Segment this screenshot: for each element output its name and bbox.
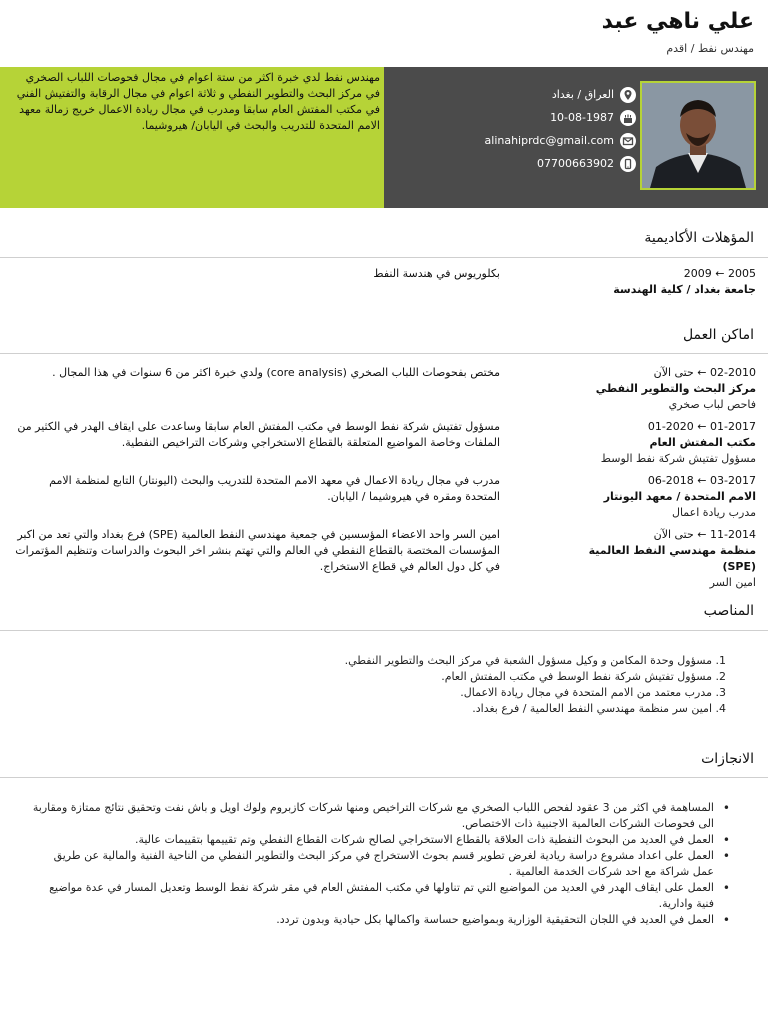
profile-band [0,67,768,208]
contact-panel [384,67,768,208]
location-pin-icon [620,87,636,103]
achievements-list [32,800,732,928]
education-entry [566,266,756,298]
contact-birthdate [396,106,636,129]
about-panel [0,67,384,208]
phone-text[interactable]: 07700663902 [537,157,614,170]
list-item: 1. مسؤول وحدة المكامن و وكيل مسؤول الشعبة في مركز البحث والتطوير النفطي. [344,654,726,667]
entry-organization: مركز البحث والتطوير النفطي [595,382,756,395]
entry-description: امين السر واحد الاعضاء المؤسسين في جمعية مهندسي النفط العالمية (SPE) فرع بغداد والتي تعد من اكبر المؤسسات المختصة بالقطاع النفطي في العالم والتي تهتم بنشر اخر البحوث والدراسات وتنظيم المؤتمرات في كل دول العالم في قطاع الاستخراج. [15,528,500,573]
entry-description: مدرب في مجال ريادة الاعمال في معهد الامم المتحدة للتدريب والبحث (اليونتار) التابع لمنظمة الامم المتحدة ومقره في هيروشيما / اليابان. [49,474,500,503]
list-item: • العمل في العديد من البحوث النفطية ذات العلاقة بالقطاع الاستخراجي لصالح شركات القطاع النفطي وتم تقييمها بتقييمات عالية. [32,832,732,848]
work-entry [566,473,756,521]
entry-organization: الامم المتحدة / معهد اليونتار [603,490,756,503]
work-heading: اماكن العمل [682,327,754,343]
achievements-divider [0,777,768,778]
entry-position: مدرب ريادة اعمال [671,506,756,519]
education-heading: المؤهلات الأكاديمية [644,230,754,246]
entry-description: مختص بفحوصات اللباب الصخري (core analysis) ولدي خبرة اكثر من 6 سنوات في هذا المجال . [52,366,500,379]
entry-position: فاحص لباب صخري [668,398,756,411]
positions-heading: المناصب [703,603,754,619]
positions-divider [0,630,768,631]
about-summary: مهندس نفط لدي خبرة اكثر من ستة اعوام في مجال فحوصات اللباب الصخري في مركز البحث والتطوير النفطي و ثلاثة اعوام في مجال الرقابة والتفتيش الفني في مكتب المفتش العام سابقا ومدرب في مجال ريادة الاعمال خريج زمالة معهد الامم المتحدة للتدريب والبحث في اليابان/ هيروشيما. [16,71,380,132]
birthdate-text: 10-08-1987 [550,111,614,124]
email-text[interactable]: alinahiprdc@gmail.com [484,134,614,147]
list-item: • العمل على اعداد مشروع دراسة ريادية لغرض تطوير قسم بحوث الاستخراج في مركز البحث والتطوير النفطي من الناحية الفنية والمالية عن طريق عمل شراكة مع احد شركات الخدمة العالمية . [32,848,732,880]
entry-organization: منظمة مهندسي النفط العالمية (SPE) [588,544,756,573]
entry-dates: 11-2014 ← حتى الآن [653,528,756,541]
entry-position: امين السر [709,576,756,589]
resume-header [602,8,754,55]
work-entry [566,419,756,467]
birthday-cake-icon [620,110,636,126]
list-item: 3. مدرب معتمد من الامم المتحدة في مجال ريادة الاعمال. [460,686,726,699]
list-item: • العمل على ايقاف الهدر في العديد من المواضيع التي تم تناولها في مكتب المفتش العام في مقر شركة نفط الوسط وتعديل المسار في عدة مواضيع فنية وادارية. [32,880,732,912]
entry-organization: جامعة بغداد / كلية الهندسة [613,283,756,296]
achievements-heading: الانجازات [701,751,754,767]
entry-dates: 03-2017 ← 06-2018 [647,474,756,487]
contact-list [396,83,636,175]
email-icon [620,133,636,149]
list-item: 4. امين سر منظمة مهندسي النفط العالمية / فرع بغداد. [472,702,726,715]
work-divider [0,353,768,354]
list-item: 2. مسؤول تفتيش شركة نفط الوسط في مكتب المفتش العام. [441,670,726,683]
location-text: العراق / بغداد [551,88,614,101]
list-item: • المساهمة في اكثر من 3 عقود لفحص اللباب الصخري مع شركات التراخيص ومنها شركات كازبروم ولوك اويل و باش نفت وتحقيق نتائج ممتازة ومقاربة الى فحوصات الشركات العالمية الاجنبية ذات الاختصاص. [32,800,732,832]
contact-phone [396,152,636,175]
entry-dates: 02-2010 ← حتى الآن [653,366,756,379]
work-entry [566,365,756,413]
person-portrait-icon [642,83,754,188]
phone-icon [620,156,636,172]
entry-dates: 01-2017 ← 01-2020 [647,420,756,433]
positions-list [26,653,726,717]
entry-dates: 2005 ← 2009 [683,267,756,280]
list-item: • العمل في العديد في اللجان التحقيقية الوزارية وبمواضيع حساسة واكمالها بكل حيادية وبدون تردد. [32,912,732,928]
entry-description: مسؤول تفتيش شركة نفط الوسط في مكتب المفتش العام سابقا وساعدت على ايقاف الهدر في الكثير من الملفات وخاصة المواضيع المتعلقة بالقطاع الاستخراجي وشركات التراخيص النفطية. [17,420,500,449]
entry-description: بكلوريوس في هندسة النفط [373,267,500,280]
job-title: مهندس نفط / اقدم [666,42,754,55]
entry-position: مسؤول تفتيش شركة نفط الوسط [600,452,756,465]
contact-location [396,83,636,106]
work-entry [566,527,756,591]
contact-email [396,129,636,152]
profile-photo [640,81,756,190]
person-name: علي ناهي عبد [601,9,754,34]
entry-organization: مكتب المفتش العام [649,436,756,449]
education-divider [0,257,768,258]
